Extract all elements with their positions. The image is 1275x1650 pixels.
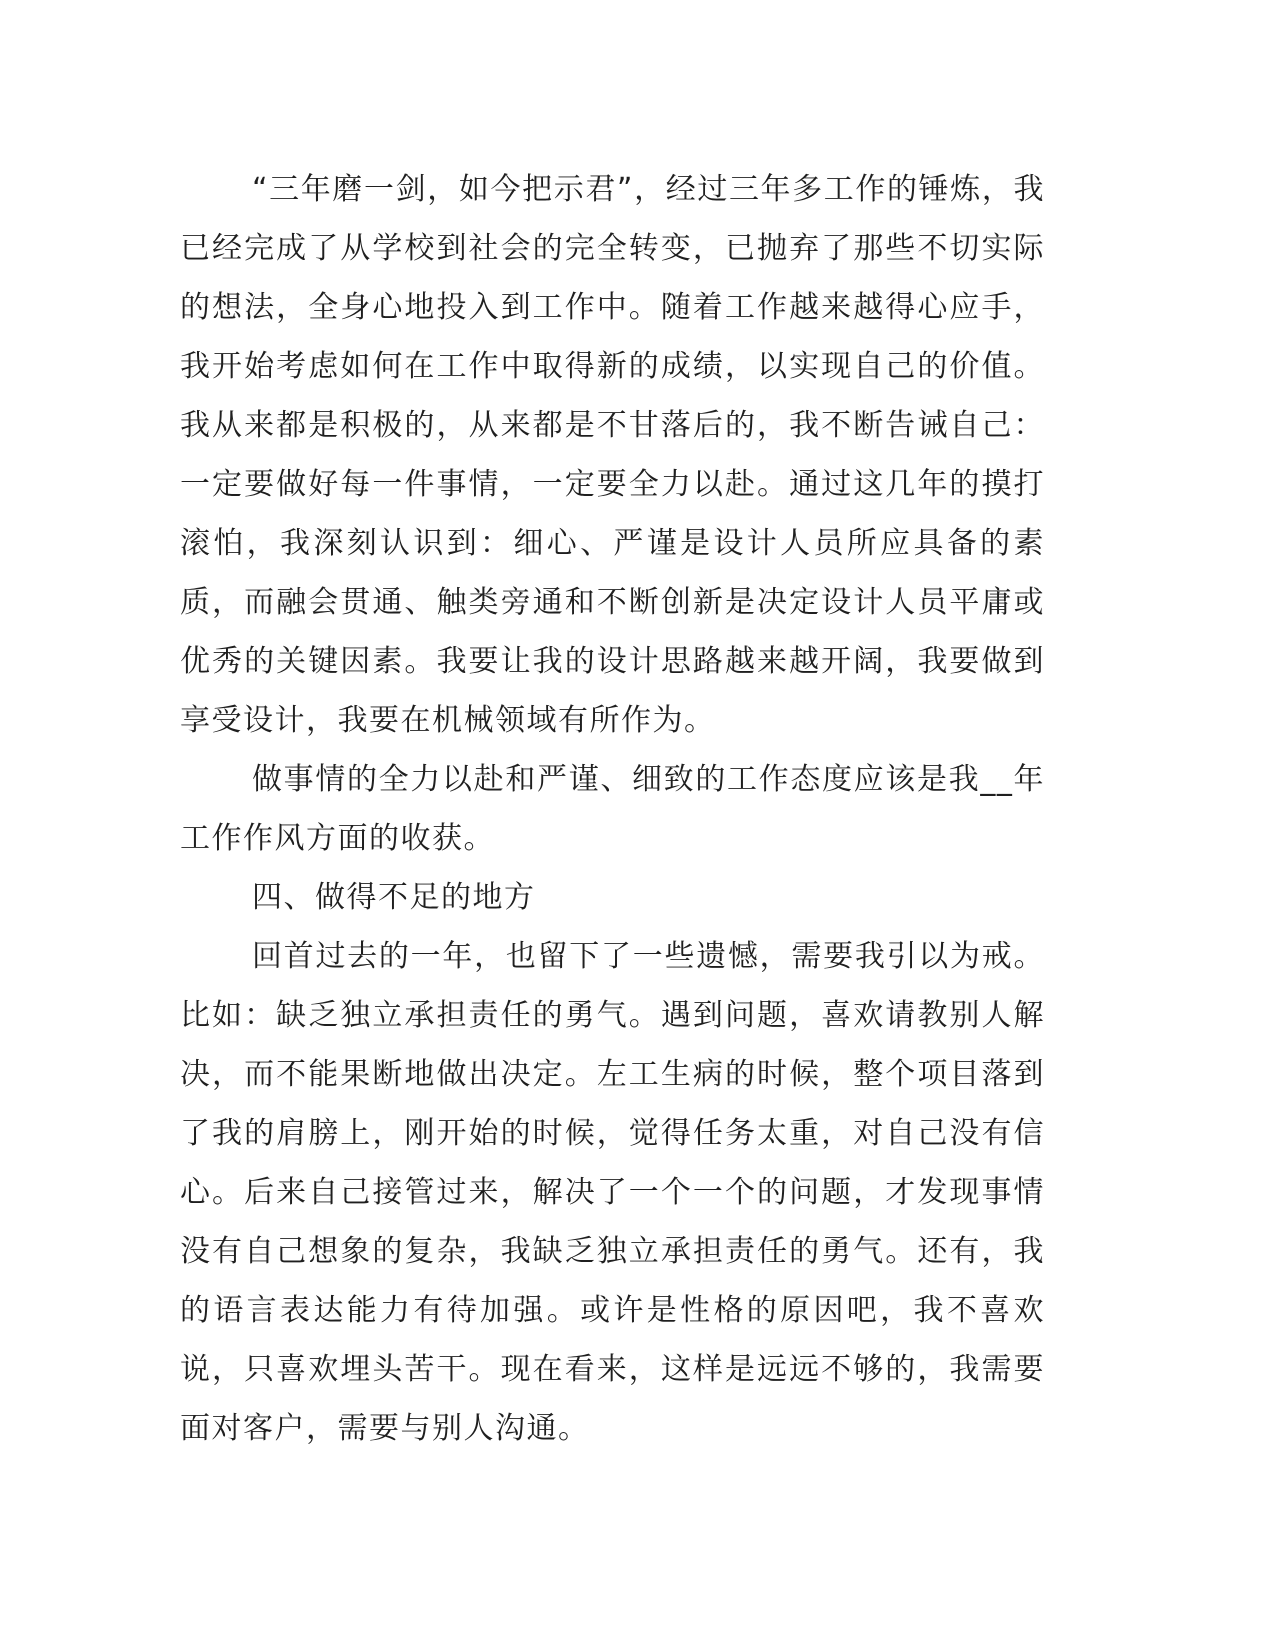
paragraph-work-style: 做事情的全力以赴和严谨、细致的工作态度应该是我__年工作作风方面的收获。 (180, 762, 1045, 856)
paragraph-shortcomings: 回首过去的一年，也留下了一些遗憾，需要我引以为戒。比如：缺乏独立承担责任的勇气。遇到问题，喜欢请教别人解决，而不能果断地做出决定。左工生病的时候，整个项目落到了我的肩膀上，刚开始的时候，觉得任务太重，对自己没有信心。后来自己接管过来，解决了一个一个的问题，才发现事情没有自己想象的复杂，我缺乏独立承担责任的勇气。还有，我的语言表达能力有待加强。或许是性格的原因吧，我不喜欢说，只喜欢埋头苦干。现在看来，这样是远远不够的，我需要面对客户，需要与别人沟通。 (180, 939, 1045, 1446)
section-heading-shortcomings: 四、做得不足的地方 (252, 880, 536, 915)
paragraph-reflection: “三年磨一剑，如今把示君”，经过三年多工作的锤炼，我已经完成了从学校到社会的完全转变，已抛弃了那些不切实际的想法，全身心地投入到工作中。随着工作越来越得心应手，我开始考虑如何在工作中取得新的成绩，以实现自己的价值。我从来都是积极的，从来都是不甘落后的，我不断告诫自己：一定要做好每一件事情，一定要全力以赴。通过这几年的摸打滚怕，我深刻认识到：细心、严谨是设计人员所应具备的素质，而融会贯通、触类旁通和不断创新是决定设计人员平庸或优秀的关键因素。我要让我的设计思路越来越开阔，我要做到享受设计，我要在机械领域有所作为。 (180, 172, 1045, 738)
document-body (180, 160, 1045, 1458)
